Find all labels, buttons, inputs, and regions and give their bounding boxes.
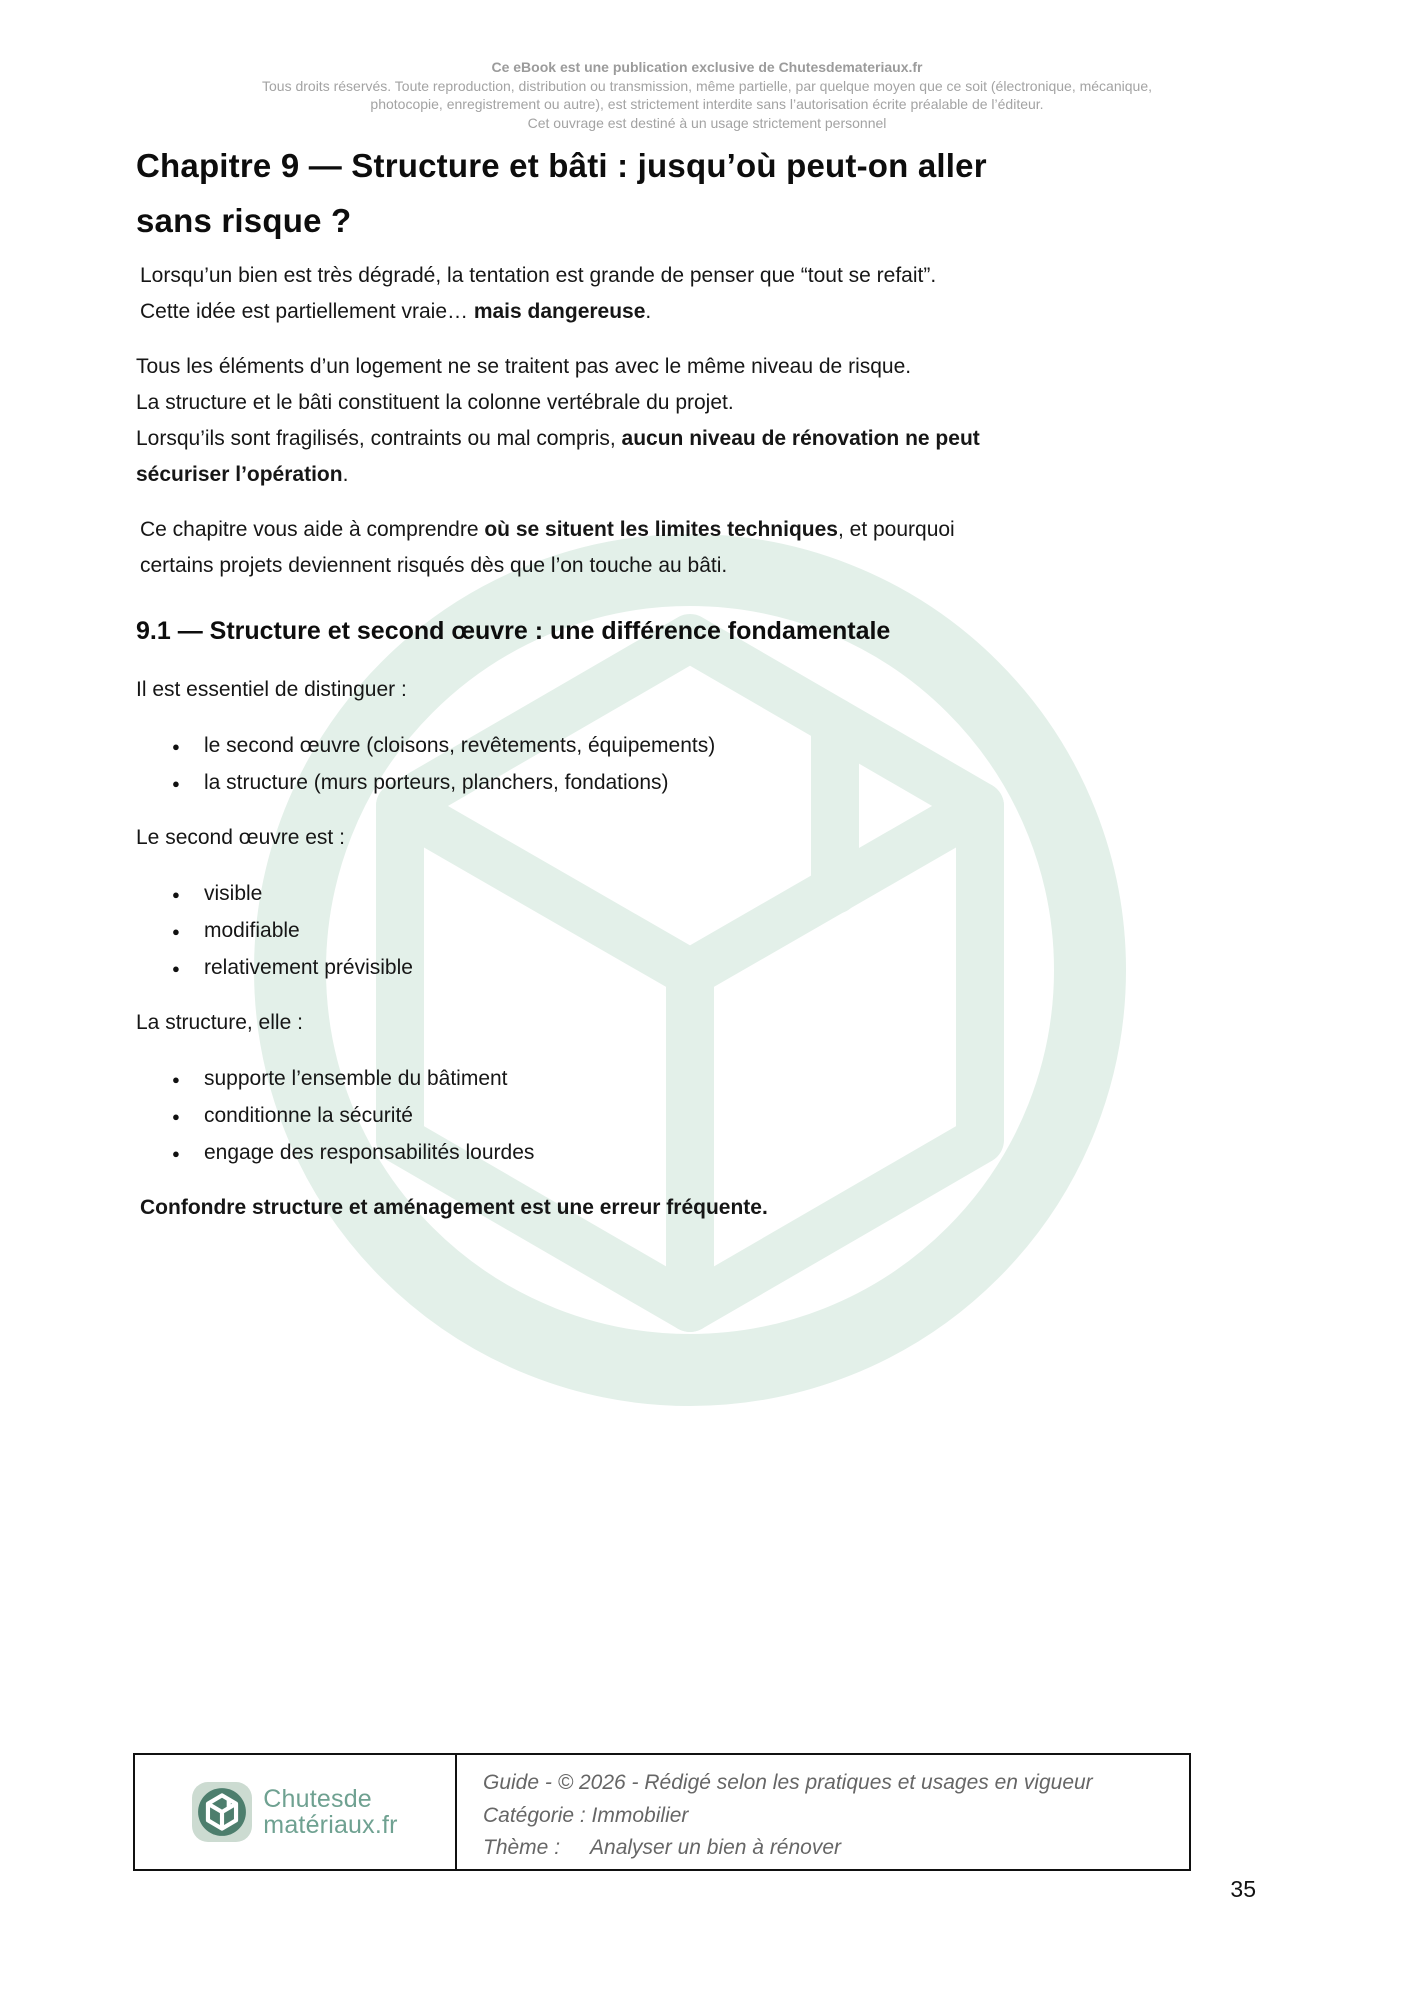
copyright-line: Tous droits réservés. Toute reproduction, distribution ou transmission, même partielle, par quelque moyen que ce soit (électronique, mécanique, — [262, 77, 1152, 94]
text-run: Lorsqu’ils sont fragilisés, contraints ou mal compris, — [136, 427, 622, 450]
bullet-list-oeuvre-vs-structure — [136, 727, 1278, 801]
list-item: ● visible — [136, 875, 1278, 912]
cube-logo-icon — [196, 1786, 248, 1838]
bullet-list-structure — [136, 1060, 1278, 1171]
text-line — [136, 457, 1278, 493]
brand-wordmark-line: Chutesde — [263, 1785, 372, 1813]
list-item: ● relativement prévisible — [136, 949, 1278, 986]
text-run: , et pourquoi — [837, 518, 955, 541]
chapter-title — [136, 138, 1278, 248]
paragraph-intro-3 — [136, 512, 1278, 584]
text-line — [136, 421, 1278, 457]
chapter-title-line: Chapitre 9 — Structure et bâti : jusqu’où peut-on aller — [136, 147, 987, 184]
text-line — [140, 548, 1278, 584]
text-run: où se situent les limites techniques — [484, 518, 838, 541]
brand-wordmark — [263, 1786, 397, 1838]
footer-info-box — [133, 1753, 1191, 1871]
chapter-title-line: sans risque ? — [136, 202, 352, 239]
footer-category-line: Catégorie : Immobilier — [483, 1803, 689, 1827]
footer-meta — [457, 1755, 1189, 1869]
section-title: 9.1 — Structure et second œuvre : une différence fondamentale — [136, 617, 891, 645]
text-line — [140, 294, 1278, 330]
copyright-line: Cet ouvrage est destiné à un usage strictement personnel — [527, 114, 887, 131]
text-run: certains projets deviennent risqués dès que l’on touche au bâti. — [140, 554, 728, 577]
paragraph-lead-distinguish: Il est essentiel de distinguer : — [136, 678, 407, 701]
copyright-line: Ce eBook est une publication exclusive de Chutesdemateriaux.fr — [491, 59, 923, 75]
text-run: Cette idée est partiellement vraie… — [140, 300, 474, 323]
paragraph-lead-structure: La structure, elle : — [136, 1011, 303, 1034]
text-line — [140, 258, 1278, 294]
text-run: . — [342, 463, 349, 486]
list-item: ● le second œuvre (cloisons, revêtements, équipements) — [136, 727, 1278, 764]
text-run: sécuriser l’opération — [136, 463, 343, 486]
copyright-line: photocopie, enregistrement ou autre), est strictement interdite sans l’autorisation écrite préalable de l’éditeur. — [370, 96, 1044, 112]
list-item: ● conditionne la sécurité — [136, 1097, 1278, 1134]
text-run: La structure et le bâti constituent la colonne vertébrale du projet. — [136, 391, 734, 414]
page-number: 35 — [1230, 1876, 1256, 1902]
paragraph-lead-second-oeuvre: Le second œuvre est : — [136, 826, 345, 849]
text-run: aucun niveau de rénovation ne peut — [621, 427, 980, 450]
list-item: ● supporte l’ensemble du bâtiment — [136, 1060, 1278, 1097]
footer-theme-value: Analyser un bien à rénover — [590, 1836, 842, 1859]
footer-guide-line: Guide - © 2026 - Rédigé selon les pratiques et usages en vigueur — [483, 1771, 1093, 1794]
text-run: Lorsqu’un bien est très dégradé, la tentation est grande de penser que “tout se refait”. — [140, 264, 937, 287]
footer-theme-line — [483, 1832, 1189, 1865]
text-line — [140, 512, 1278, 548]
text-line — [136, 385, 1278, 421]
bullet-list-second-oeuvre — [136, 875, 1278, 986]
list-item: ● engage des responsabilités lourdes — [136, 1134, 1278, 1171]
list-item: ● la structure (murs porteurs, planchers, fondations) — [136, 764, 1278, 801]
text-run: mais dangereuse — [473, 300, 646, 323]
brand-wordmark-line: matériaux.fr — [263, 1811, 398, 1839]
brand-logo — [135, 1755, 457, 1869]
list-item: ● modifiable — [136, 912, 1278, 949]
text-line — [136, 349, 1278, 385]
logo-tile — [192, 1782, 252, 1842]
copyright-header — [136, 58, 1278, 132]
paragraph-warning: Confondre structure et aménagement est une erreur fréquente. — [140, 1196, 768, 1219]
text-run: Ce chapitre vous aide à comprendre — [140, 518, 485, 541]
text-run: Tous les éléments d’un logement ne se traitent pas avec le même niveau de risque. — [136, 355, 912, 378]
paragraph-intro-2 — [136, 349, 1278, 493]
paragraph-intro-1 — [136, 258, 1278, 330]
text-run: . — [645, 300, 652, 323]
footer-theme-label: Thème : — [483, 1836, 561, 1859]
